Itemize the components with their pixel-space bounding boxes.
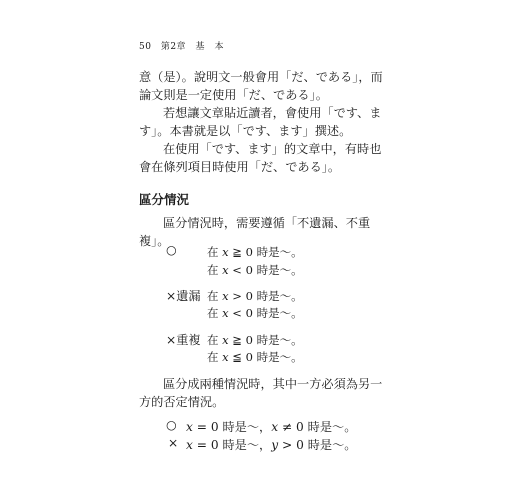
case-condition: 在 x > 0 時是〜。 (207, 289, 303, 303)
case-condition: 在 x < 0 時是〜。 (207, 306, 303, 320)
paragraph-2: 若想讓文章貼近讀者，會使用「です、ます」。本書就是以「です、ます」撰述。 (139, 106, 382, 138)
paragraph-3: 在使用「です、ます」的文章中，有時也會在條列項目時使用「だ、である」。 (139, 142, 382, 174)
section-title: 區分情況 (139, 192, 190, 207)
case-mark-correct: ○ (166, 243, 177, 257)
case-condition: 在 x < 0 時是〜。 (207, 263, 303, 277)
case-mark-omission: ×遺漏 (166, 289, 201, 303)
example-line: x = 0 時是〜，x ≠ 0 時是〜。 (186, 420, 357, 434)
example-line: x = 0 時是〜，y > 0 時是〜。 (186, 438, 357, 452)
case-condition: 在 x ≦ 0 時是〜。 (207, 350, 303, 364)
page-number: 50 (139, 42, 152, 52)
case-mark-duplicate: ×重複 (166, 333, 201, 347)
closing-paragraph: 區分成兩種情況時，其中一方必須為另一方的否定情況。 (139, 377, 383, 409)
case-condition: 在 x ≧ 0 時是〜。 (207, 333, 303, 347)
case-condition: 在 x ≧ 0 時是〜。 (207, 245, 303, 259)
chapter-title: 基 本 (195, 42, 224, 52)
page-header (139, 39, 230, 52)
paragraph-1: 意（是）。說明文一般會用「だ、である」，而論文則是一定使用「だ、である」。 (139, 70, 383, 102)
example-mark-correct: ○ (166, 418, 177, 432)
chapter-label: 第2章 (160, 42, 187, 52)
example-mark-wrong: × (168, 436, 179, 450)
intro-paragraphs (139, 68, 391, 176)
section-intro: 區分情況時，需要遵循「不遺漏、不重複」。 (139, 216, 371, 248)
